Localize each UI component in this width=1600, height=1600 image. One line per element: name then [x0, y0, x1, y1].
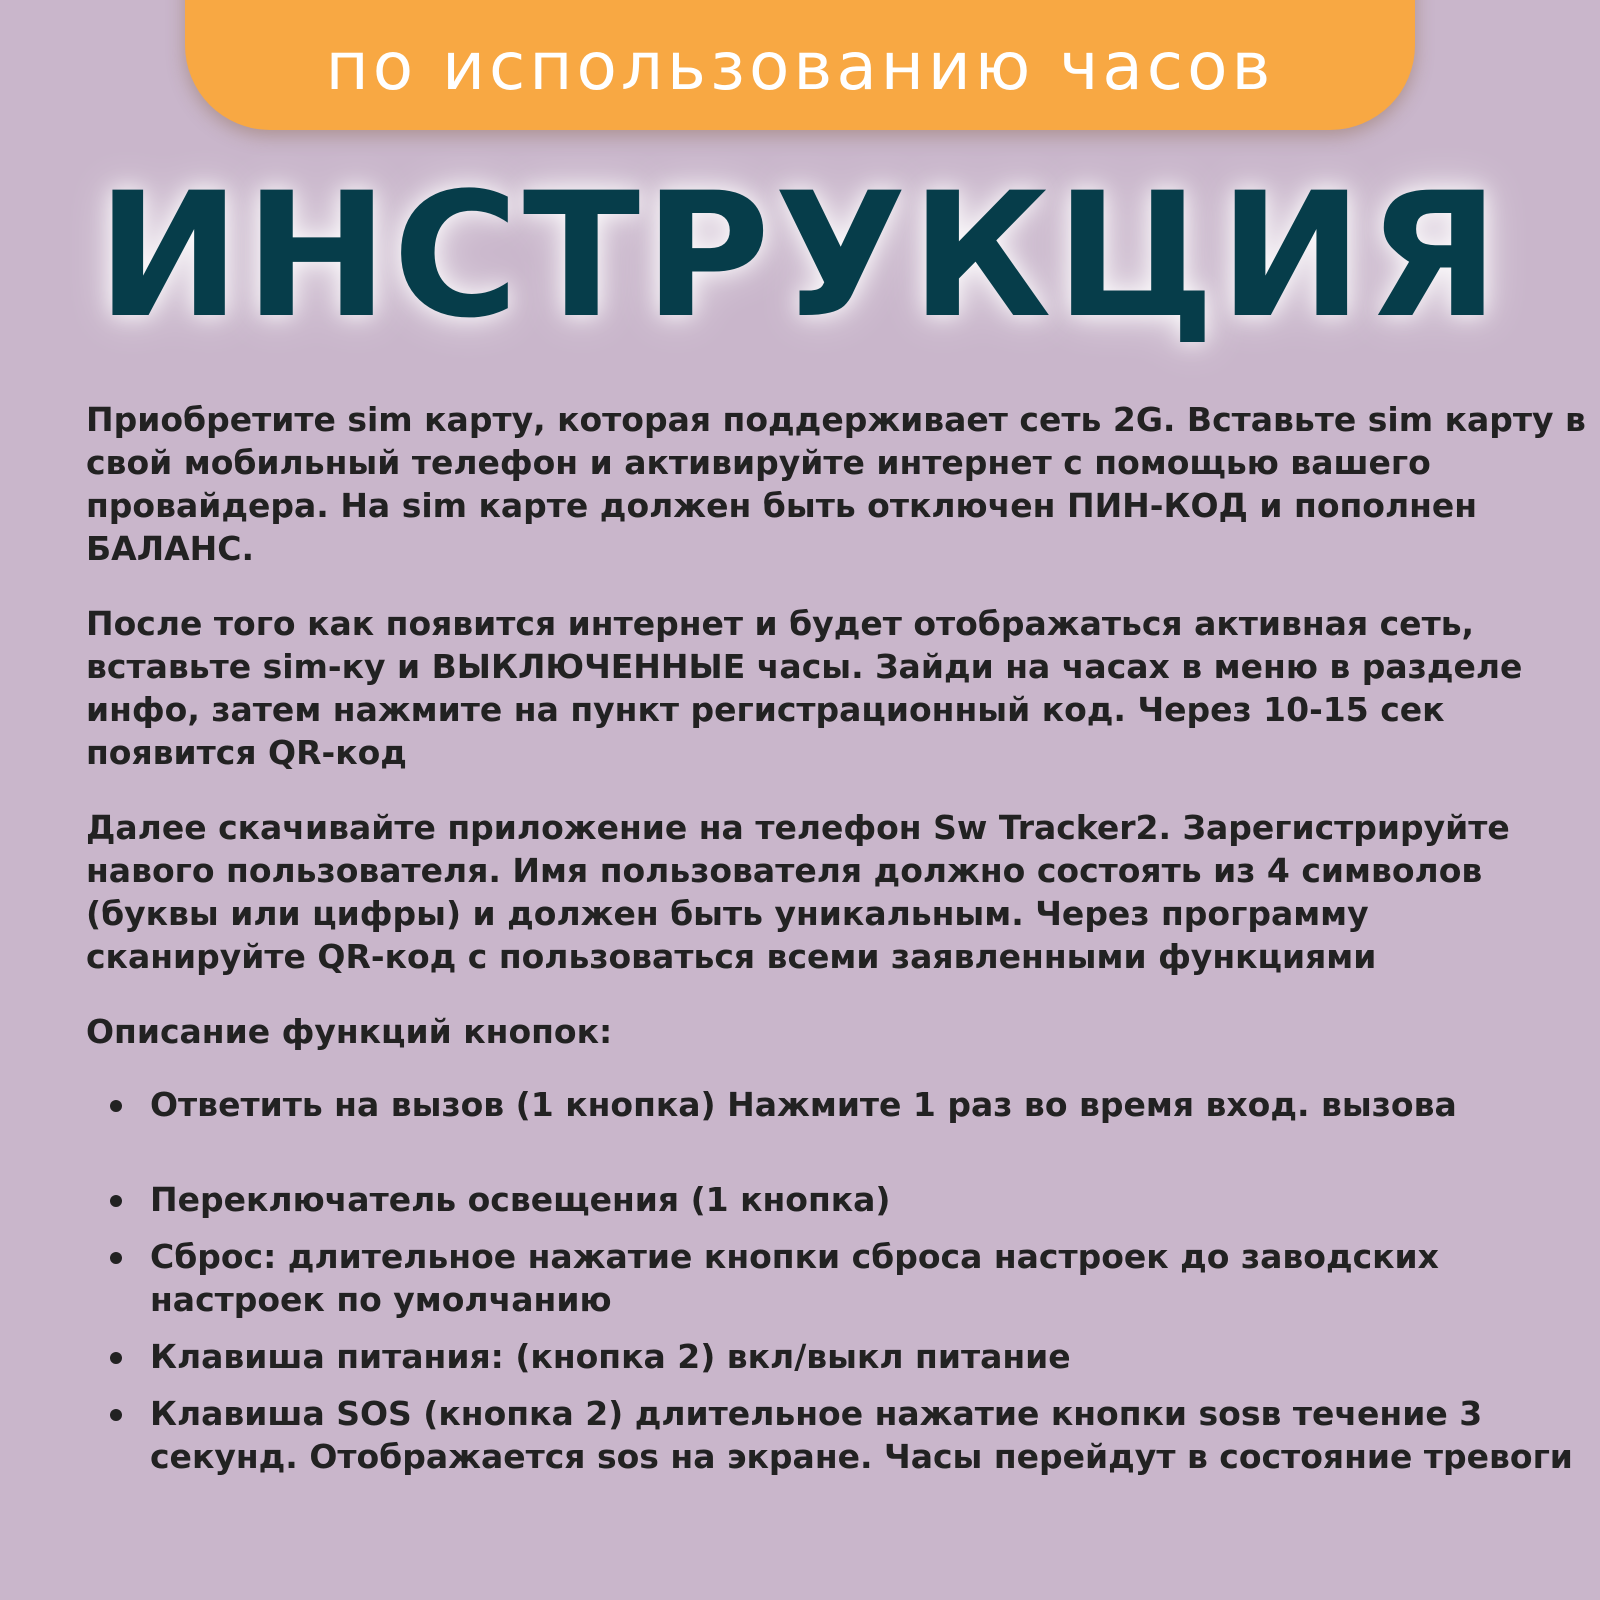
instruction-body	[86, 398, 1586, 1492]
list-item	[150, 1392, 1586, 1478]
paragraph-sim-card: Приобретите sim карту, которая поддерживает сеть 2G. Вставьте sim карту в свой мобильный телефон и активируйте интернет с помощью вашего провайдера. На sim карте должен быть отключен ПИН-КОД и пополнен БАЛАНС.	[86, 400, 1586, 568]
bullet-icon	[110, 1195, 122, 1207]
list-item-text: Сброс: длительное нажатие кнопки сброса настроек до заводских настроек по умолчанию	[150, 1237, 1439, 1319]
page-title: ИНСТРУКЦИЯ	[96, 155, 1504, 356]
bullet-icon	[110, 1352, 122, 1364]
paragraph-registration-code: После того как появится интернет и будет отображаться активная сеть, вставьте sim-ку и ВЫКЛЮЧЕННЫЕ часы. Зайди на часах в меню в разделе инфо, затем нажмите на пункт регистрационный код. Через 10-15 сек появится QR-код	[86, 604, 1523, 772]
list-item-text: Клавиша питания: (кнопка 2) вкл/выкл питание	[150, 1337, 1071, 1376]
list-item-text: Переключатель освещения (1 кнопка)	[150, 1180, 891, 1219]
bullet-icon	[110, 1409, 122, 1421]
list-item-text: Клавиша SOS (кнопка 2) длительное нажатие кнопки sosв течение 3 секунд. Отображается sos на экране. Часы перейдут в состояние тревоги	[150, 1394, 1573, 1476]
header-banner	[185, 0, 1415, 130]
list-item	[150, 1335, 1586, 1378]
list-item-text: Ответить на вызов (1 кнопка) Нажмите 1 раз во время вход. вызова	[150, 1085, 1457, 1124]
list-item	[150, 1083, 1586, 1126]
buttons-heading: Описание функций кнопок:	[86, 1012, 613, 1051]
banner-subtitle: по использованию часов	[325, 28, 1275, 105]
buttons-list	[86, 1083, 1586, 1478]
bullet-icon	[110, 1252, 122, 1264]
paragraph-app-setup: Далее скачивайте приложение на телефон Sw Tracker2. Зарегистрируйте навого пользователя. Имя пользователя должно состоять из 4 символов (буквы или цифры) и должен быть уникальным. Через программу сканируйте QR-код с пользоваться всеми заявленными функциями	[86, 808, 1510, 976]
bullet-icon	[110, 1100, 122, 1112]
list-item	[150, 1235, 1586, 1321]
list-item	[150, 1178, 1586, 1221]
